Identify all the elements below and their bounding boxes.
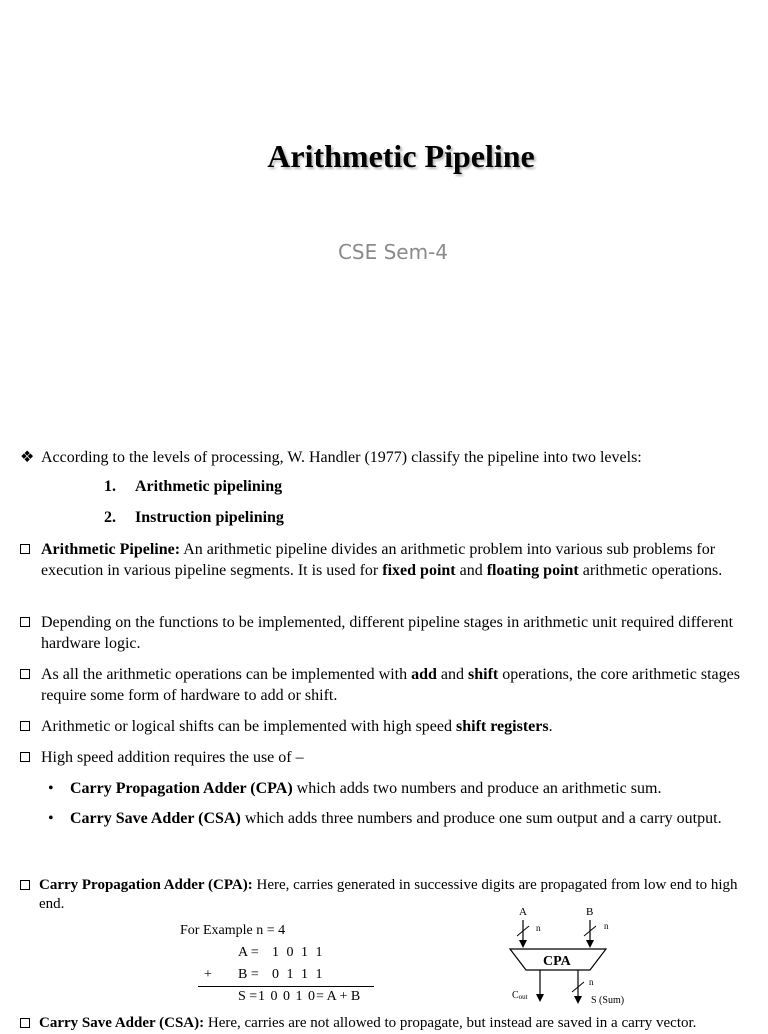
level-label: Instruction pipelining: [135, 509, 284, 526]
example-s-value: 1 0 0 1 0: [258, 989, 316, 1004]
dot-bullet-icon: •: [48, 780, 54, 797]
intro-text: According to the levels of processing, W. Handler (1977) classify the pipeline into two levels:: [41, 449, 642, 466]
body-text: which adds three numbers and produce one sum output and a carry output.: [240, 810, 722, 827]
example-b-value: 0 1 1 1: [272, 967, 325, 982]
term: add: [411, 666, 437, 683]
checkbox-bullet-icon: [20, 612, 30, 633]
term: Carry Save Adder (CSA): [70, 810, 241, 827]
input-b-arrow-icon: [586, 940, 594, 948]
body-text: Here, carries generated in successive digits are propagated from low end to high end.: [39, 877, 738, 912]
term: shift: [468, 666, 499, 683]
term: Carry Save Adder (CSA):: [39, 1015, 205, 1031]
arithmetic-pipeline-paragraph: [20, 539, 762, 581]
body-text: operations, the core arithmetic stages require some form of hardware to add or shift.: [41, 666, 740, 704]
adder-item-csa: [48, 808, 762, 829]
carry-out-arrow-icon: [536, 994, 544, 1002]
body-text: and: [436, 666, 469, 683]
term: floating point: [486, 562, 579, 579]
sum-arrow-icon: [574, 996, 582, 1004]
slide-subtitle: CSE Sem-4: [337, 240, 449, 264]
body-text: arithmetic operations.: [578, 562, 723, 579]
diamond-bullet-icon: ❖: [20, 449, 35, 466]
input-b-label: B: [586, 906, 594, 918]
example-plus: +: [204, 967, 212, 982]
checkbox-bullet-icon: [20, 716, 30, 737]
example-s-expr: = A + B: [316, 989, 361, 1004]
sum-width: n: [589, 977, 594, 987]
body-text: Depending on the functions to be implemented, different pipeline stages in arithmetic unit required different hardware logic.: [41, 614, 734, 652]
shift-registers-paragraph: [20, 716, 762, 737]
term: Carry Propagation Adder (CPA):: [39, 877, 253, 893]
example-a-label: A =: [238, 945, 259, 960]
body-text: An arithmetic pipeline divides an arithmetic problem into various sub problems for execution in various pipeline segments. It is used for: [41, 541, 716, 579]
intro-paragraph: [20, 447, 762, 468]
body-text: As all the arithmetic operations can be implemented with: [41, 666, 412, 683]
term: Carry Propagation Adder (CPA): [70, 780, 293, 797]
checkbox-bullet-icon: [20, 539, 30, 560]
input-a-width: n: [536, 923, 541, 933]
sum-label: S (Sum): [591, 995, 625, 1006]
checkbox-bullet-icon: [20, 664, 30, 685]
level-item-1: [104, 478, 282, 496]
stages-paragraph: [20, 612, 762, 654]
cpa-diagram: [490, 900, 650, 1010]
example-heading: For Example n = 4: [180, 923, 286, 938]
term: Arithmetic Pipeline:: [41, 541, 181, 558]
checkbox-bullet-icon: [20, 747, 30, 768]
dot-bullet-icon: •: [48, 810, 54, 827]
term: fixed point: [382, 562, 456, 579]
body-text: Arithmetic or logical shifts can be implemented with high speed: [41, 718, 457, 735]
level-item-2: [104, 509, 284, 527]
body-text: and: [455, 562, 487, 579]
checkbox-bullet-icon: [20, 1014, 30, 1034]
adder-item-cpa: [48, 778, 762, 799]
level-number: 1.: [104, 478, 116, 495]
input-b-width: n: [604, 921, 609, 931]
cpa-paragraph: [20, 876, 762, 914]
high-speed-addition-paragraph: [20, 747, 762, 768]
body-text: High speed addition requires the use of –: [41, 749, 304, 766]
add-shift-paragraph: [20, 664, 762, 706]
body-text: .: [548, 718, 553, 735]
term: shift registers: [456, 718, 549, 735]
carry-out-label: Cout: [512, 990, 528, 1001]
example-a-value: 1 0 1 1: [272, 945, 325, 960]
example-b-label: B =: [238, 967, 259, 982]
input-a-arrow-icon: [519, 940, 527, 948]
cpa-block-label: CPA: [543, 954, 571, 969]
example-s-label: S =: [238, 989, 258, 1004]
level-label: Arithmetic pipelining: [135, 478, 283, 495]
input-a-label: A: [519, 906, 527, 918]
level-number: 2.: [104, 509, 116, 526]
slide-title: Arithmetic Pipeline: [267, 138, 535, 174]
body-text: which adds two numbers and produce an arithmetic sum.: [292, 780, 662, 797]
body-text: Here, carries are not allowed to propagate, but instead are saved in a carry vector.: [204, 1015, 697, 1031]
sum-rule: [198, 986, 374, 987]
checkbox-bullet-icon: [20, 876, 30, 896]
